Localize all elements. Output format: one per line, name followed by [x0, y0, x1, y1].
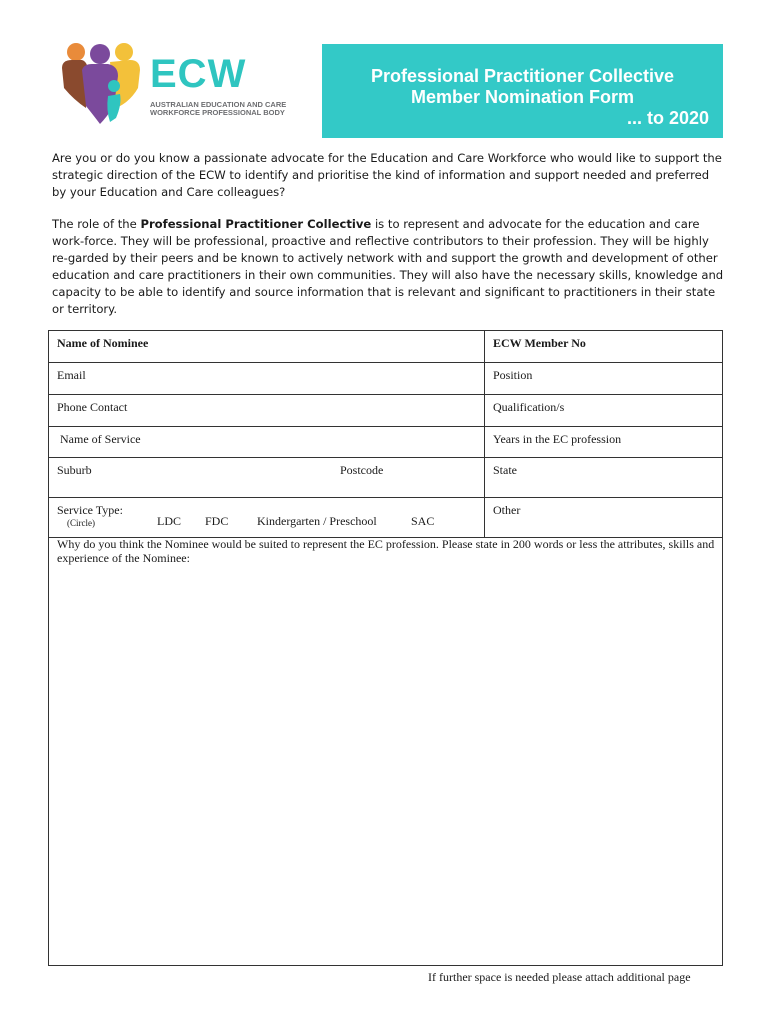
intro-text — [52, 150, 724, 333]
title-banner — [322, 44, 723, 138]
ecw-member-no-field[interactable] — [485, 331, 722, 362]
logo-wordmark: ECW — [150, 52, 247, 96]
ecw-member-no-label: ECW Member No — [493, 336, 586, 350]
row-service-type — [49, 498, 722, 538]
nominee-suitability-question: Why do you think the Nominee would be suited to represent the EC profession. Please state in 200 words or less the attributes, skills and experience of the Nominee: — [57, 537, 715, 565]
name-of-service-label: Name of Service — [60, 432, 141, 446]
intro-paragraph-2 — [52, 216, 724, 318]
service-type-field — [49, 498, 485, 537]
service-option-kindergarten[interactable]: Kindergarten / Preschool — [257, 514, 377, 528]
intro-paragraph-1: Are you or do you know a passionate advocate for the Education and Care Workforce who would like to support the strategic direction of the ECW to identify and prioritise the kind of information and support needed and preferred by your Education and Care colleagues? — [52, 151, 722, 199]
row-service — [49, 427, 722, 458]
service-option-fdc[interactable]: FDC — [205, 514, 229, 528]
email-field[interactable] — [49, 363, 485, 394]
row-email — [49, 363, 722, 395]
banner-title-line2: Member Nomination Form — [410, 87, 634, 107]
years-in-ec-field[interactable] — [485, 427, 722, 457]
phone-contact-field[interactable] — [49, 395, 485, 426]
qualifications-label: Qualification/s — [493, 400, 565, 414]
intro-p2-bold: Professional Practitioner Collective — [140, 217, 372, 231]
circle-hint: (Circle) — [67, 518, 95, 528]
suburb-label: Suburb — [57, 463, 92, 477]
nomination-form — [48, 330, 723, 966]
service-option-sac[interactable]: SAC — [411, 514, 435, 528]
intro-p2-end: is to represent and advocate for the education and care work-force. They will be professional, proactive and reflective contributors to their profession. They will be highly re-garded by their peers and be known to actively network with and support the growth and development of other education and care practitioners in their own communities. They will also have the necessary skills, knowledge and capacity to be able to identify and source information that is relevant and significant to practitioners in their state or territory. — [52, 217, 724, 316]
years-in-ec-label: Years in the EC profession — [493, 432, 622, 446]
email-label: Email — [57, 368, 86, 382]
name-of-nominee-field[interactable] — [49, 331, 485, 362]
position-field[interactable] — [485, 363, 722, 394]
intro-p2-start: The role of the — [52, 217, 141, 231]
banner-title-line3: ... to 2020 — [626, 108, 709, 128]
phone-contact-label: Phone Contact — [57, 400, 128, 414]
service-option-ldc[interactable]: LDC — [157, 514, 181, 528]
position-label: Position — [493, 368, 533, 382]
people-figures-icon — [58, 40, 144, 126]
row-phone — [49, 395, 722, 427]
postcode-label: Postcode — [340, 463, 384, 477]
footer-note: If further space is needed please attach additional page — [428, 970, 691, 984]
service-type-label: Service Type: — [57, 503, 123, 517]
qualifications-field[interactable] — [485, 395, 722, 426]
row-suburb — [49, 458, 722, 498]
state-label: State — [493, 463, 517, 477]
suburb-postcode-field[interactable] — [49, 458, 485, 497]
other-label: Other — [493, 503, 521, 517]
other-field[interactable] — [485, 498, 722, 537]
row-name — [49, 331, 722, 363]
state-field[interactable] — [485, 458, 722, 497]
logo-subtitle: AUSTRALIAN EDUCATION AND CARE WORKFORCE PROFESSIONAL BODY — [150, 100, 287, 117]
name-of-nominee-label: Name of Nominee — [57, 336, 149, 350]
name-of-service-field[interactable] — [49, 427, 485, 457]
banner-title-line1: Professional Practitioner Collective — [370, 66, 675, 86]
nominee-suitability-answer-area[interactable] — [49, 571, 722, 965]
